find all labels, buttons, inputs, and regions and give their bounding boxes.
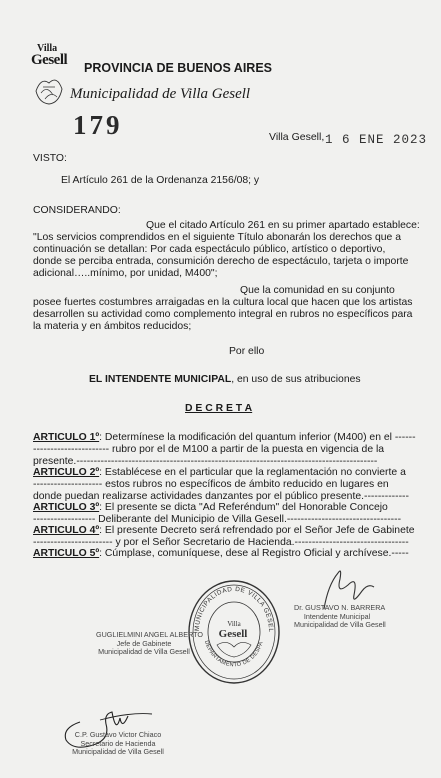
- por-ello: Por ello: [229, 346, 265, 357]
- intendente-bold: EL INTENDENTE MUNICIPAL: [89, 374, 232, 385]
- intendente-name: Dr. GUSTAVO N. BARRERA: [294, 603, 386, 612]
- article-5: [33, 548, 409, 561]
- province-title: PROVINCIA DE BUENOS AIRES: [84, 61, 272, 75]
- article-4-line: ----------------------- y por el Señor Secretario de Hacienda.---------------------------------: [33, 537, 409, 548]
- date-stamp: 1 6 ENE 2023: [325, 133, 428, 147]
- article-2: [33, 467, 406, 480]
- considerando-p2-line: posee fuertes costumbres arraigadas en la cultura local que hacen que los artistas: [33, 297, 413, 308]
- seal-villa-text: Villa: [227, 620, 241, 628]
- intendente-signature-block: [294, 603, 386, 630]
- visto-line: El Artículo 261 de la Ordenanza 2156/08; y: [61, 175, 260, 186]
- intendente-title: Intendente Municipal: [303, 611, 371, 621]
- considerando-p1-line: Que el citado Artículo 261 en su primer apartado establece:: [146, 220, 420, 231]
- place-label: Villa Gesell,: [269, 131, 325, 143]
- decreta-heading: D E C R E T A: [185, 403, 253, 414]
- decree-number: 179: [73, 110, 123, 140]
- article-label: ARTICULO 4º: [33, 525, 100, 536]
- considerando-p2-line: Que la comunidad en su conjunto: [240, 285, 395, 296]
- hacienda-name: C.P. Gustavo Victor Chiaco: [74, 730, 162, 739]
- article-text: : Cúmplase, comuníquese, dese al Registro Oficial y archívese.-----: [99, 548, 409, 559]
- logo-sketch-icon: [33, 73, 65, 107]
- intendente-line: [89, 374, 361, 387]
- article-label: ARTICULO 2º: [33, 467, 100, 478]
- visto-heading: VISTO:: [33, 153, 67, 164]
- intendente-rest: , en uso de sus atribuciones: [231, 374, 361, 385]
- article-1: [33, 432, 416, 445]
- seal-ring-text: MUNICIPALIDAD DE VILLA GESEL: [193, 585, 275, 633]
- seal-bottom-text: DEPARTAMENTO DE DESPA: [203, 639, 265, 669]
- article-text: : El presente Decreto será refrendado por el Señor Jefe de Gabinete: [99, 525, 415, 536]
- considerando-p1-line: "Los servicios comprendidos en el siguiente Título abonarán los derechos que a: [33, 232, 401, 243]
- article-4: [33, 525, 415, 538]
- logo-villa-text: Villa: [37, 43, 58, 54]
- logo-gesell-text: Gesell: [31, 52, 68, 68]
- hacienda-title: Secretario de Hacienda: [80, 738, 156, 748]
- villa-gesell-logo: [31, 43, 67, 109]
- article-text: : Determínese la modificación del quantum inferior (M400) en el ------: [99, 432, 416, 443]
- considerando-p2-line: desarrollen su actividad como complemento integral en rubros no específicos para: [33, 309, 413, 320]
- seal-gesell-text: Gesell: [218, 628, 248, 640]
- considerando-p2-line: la materia y en ámbitos reducidos;: [33, 321, 192, 332]
- article-3: [33, 502, 388, 515]
- jefe-gabinete-name: GUGLIELMINI ANGEL ALBERTO: [96, 630, 203, 639]
- considerando-p1-line: continuación se detallan: Por cada espectáculo público, artístico o deportivo,: [33, 244, 386, 255]
- considerando-heading: CONSIDERANDO:: [33, 205, 121, 216]
- article-2-line: -------------------- estos rubros no específicos de ámbito reducido en lugares en: [33, 479, 389, 490]
- considerando-p1-line: adicional…..mínimo, por unidad, M400";: [33, 268, 218, 279]
- article-label: ARTICULO 5º: [33, 548, 100, 559]
- hacienda-signature-block: [68, 731, 168, 757]
- article-text: : Establécese en el particular que la reglamentación no convierte a: [99, 467, 406, 478]
- article-label: ARTICULO 1º: [33, 432, 100, 443]
- jefe-gabinete-org: Municipalidad de Villa Gesell: [98, 647, 190, 657]
- article-1-line: presente.---------------------------------------------------------------------------------------: [33, 456, 378, 467]
- article-1-line: ---------------------- rubro por el de M100 a partir de la puesta en vigencia de la: [33, 444, 385, 455]
- article-text: : El presente se dicta "Ad Referéndum" del Honorable Concejo: [99, 502, 388, 513]
- article-2-line: donde puedan realizarse actividades danzantes por el público presente.-------------: [33, 491, 409, 502]
- hacienda-org: Municipalidad de Villa Gesell: [72, 747, 164, 757]
- jefe-gabinete-signature-block: [96, 630, 203, 657]
- article-label: ARTICULO 3º: [33, 502, 100, 513]
- municipality-title: Municipalidad de Villa Gesell: [70, 86, 251, 102]
- considerando-p1-line: donde se perciba entrada, consumición derecho de espectáculo, tarjeta o importe: [33, 256, 409, 267]
- jefe-gabinete-title: Jefe de Gabinete: [116, 638, 172, 648]
- intendente-org: Municipalidad de Villa Gesell: [294, 620, 386, 630]
- article-3-line: ------------------ Deliberante del Municipio de Villa Gesell.---------------------------------: [33, 514, 402, 525]
